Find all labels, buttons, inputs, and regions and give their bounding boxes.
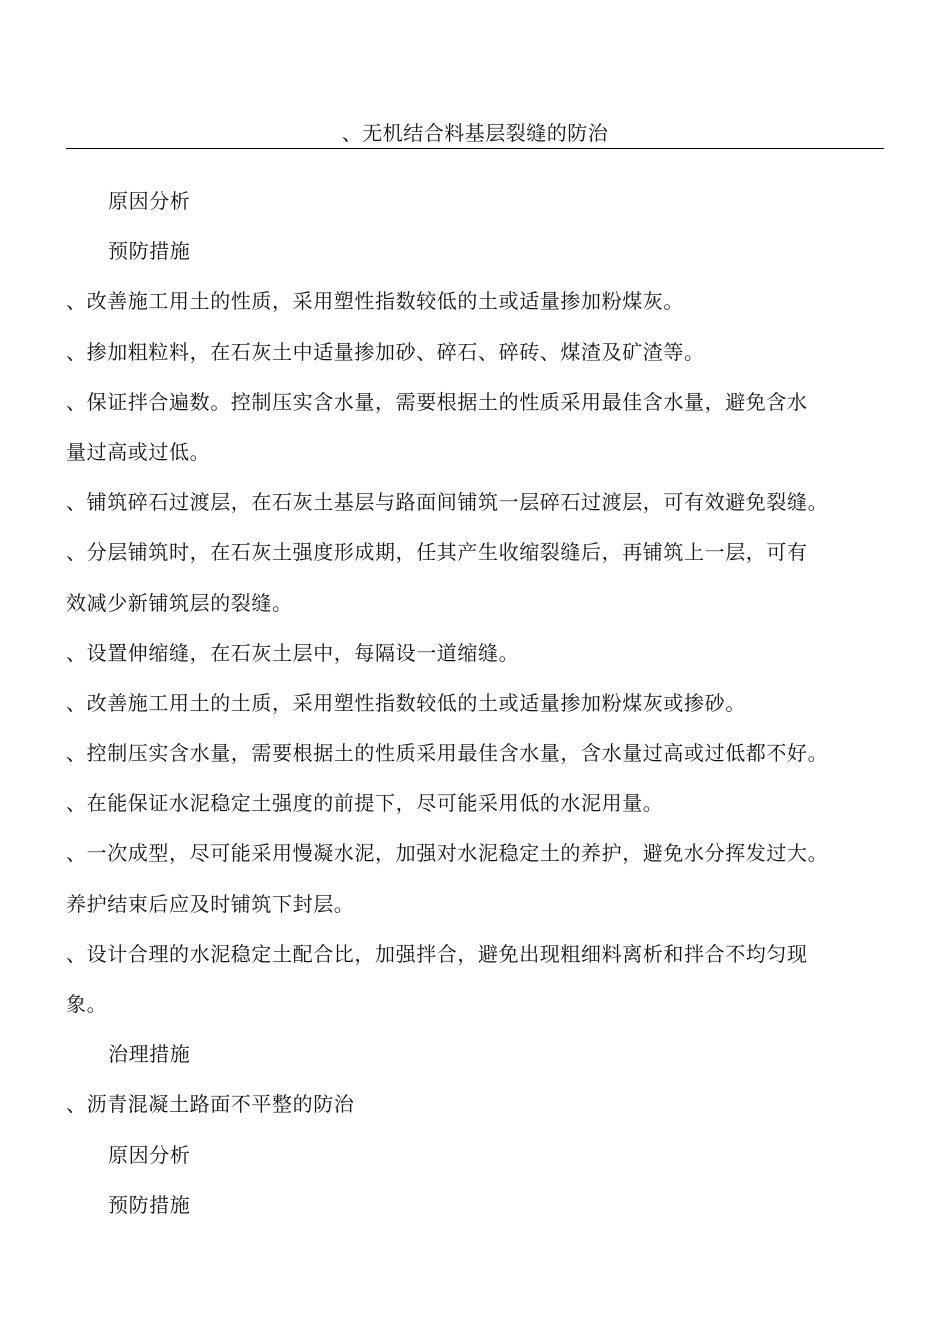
list-item-continuation: 量过高或过低。 bbox=[66, 439, 211, 464]
list-item: 、控制压实含水量，需要根据土的性质采用最佳含水量，含水量过高或过低都不好。 bbox=[66, 741, 829, 766]
list-item-continuation: 养护结束后应及时铺筑下封层。 bbox=[66, 891, 355, 916]
list-item: 、在能保证水泥稳定土强度的前提下，尽可能采用低的水泥用量。 bbox=[66, 791, 664, 816]
list-item: 、设置伸缩缝，在石灰土层中，每隔设一道缩缝。 bbox=[66, 640, 520, 665]
list-item: 、铺筑碎石过渡层，在石灰土基层与路面间铺筑一层碎石过渡层，可有效避免裂缝。 bbox=[66, 490, 829, 515]
list-item: 、保证拌合遍数。控制压实含水量，需要根据土的性质采用最佳含水量，避免含水 bbox=[66, 389, 808, 414]
section-title: 、无机结合料基层裂缝的防治 bbox=[66, 118, 884, 149]
list-item: 、改善施工用土的性质，采用塑性指数较低的土或适量掺加粉煤灰。 bbox=[66, 289, 684, 314]
list-item: 、掺加粗粒料，在石灰土中适量掺加砂、碎石、碎砖、煤渣及矿渣等。 bbox=[66, 339, 705, 364]
document-body bbox=[66, 176, 896, 1230]
list-item: 、分层铺筑时，在石灰土强度形成期，任其产生收缩裂缝后，再铺筑上一层，可有 bbox=[66, 540, 808, 565]
subheading-treatment: 治理措施 bbox=[108, 1042, 191, 1067]
subheading-prevention: 预防措施 bbox=[108, 239, 191, 264]
list-item: 、改善施工用土的土质，采用塑性指数较低的土或适量掺加粉煤灰或掺砂。 bbox=[66, 690, 746, 715]
subheading-cause-analysis: 原因分析 bbox=[108, 189, 191, 213]
list-item: 、设计合理的水泥稳定土配合比，加强拌合，避免出现粗细料离析和拌合不均匀现 bbox=[66, 941, 808, 966]
list-item: 、一次成型，尽可能采用慢凝水泥，加强对水泥稳定土的养护，避免水分挥发过大。 bbox=[66, 841, 829, 866]
section-heading: 、沥青混凝土路面不平整的防治 bbox=[66, 1092, 355, 1117]
list-item-continuation: 象。 bbox=[66, 992, 108, 1016]
subheading-cause-analysis: 原因分析 bbox=[108, 1142, 191, 1167]
list-item-continuation: 效减少新铺筑层的裂缝。 bbox=[66, 590, 293, 615]
subheading-prevention: 预防措施 bbox=[108, 1192, 191, 1217]
